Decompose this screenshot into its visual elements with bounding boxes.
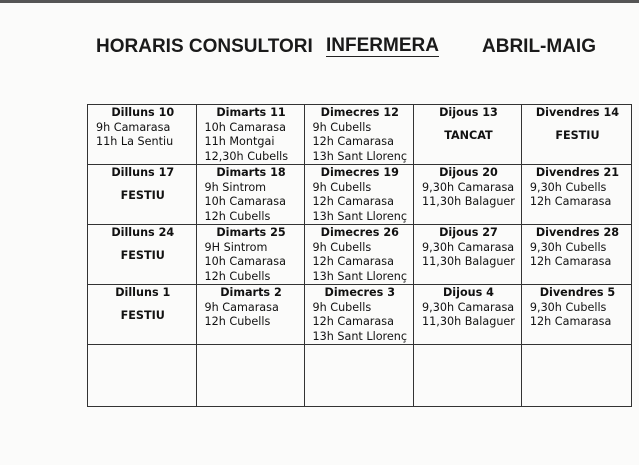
day-cell — [521, 225, 631, 285]
day-cell — [304, 105, 414, 165]
week-row — [88, 165, 632, 225]
day-status: FESTIU — [555, 128, 600, 142]
appointment-line: 12h Camarasa — [529, 255, 612, 268]
day-heading: Dimarts 2 — [220, 286, 282, 299]
day-status: TANCAT — [444, 128, 493, 142]
day-cell — [414, 225, 522, 285]
day-cell — [196, 105, 304, 165]
appointment-line: 13h Sant Llorenç — [312, 329, 408, 343]
day-status: FESTIU — [120, 188, 165, 202]
appointment-line: 10h Camarasa — [204, 120, 286, 134]
appointment-line: 12h Cubells — [204, 269, 271, 283]
appointment-line: 9h Camarasa — [96, 120, 171, 134]
day-cell — [521, 285, 631, 345]
day-cell — [304, 225, 414, 285]
day-heading: Dilluns 17 — [111, 166, 175, 179]
appointment-line: 9h Cubells — [312, 120, 372, 134]
appointment-line: 9,30h Camarasa — [422, 240, 515, 254]
appointment-line: 12,30h Cubells — [204, 149, 289, 163]
day-heading: Dimarts 18 — [216, 166, 286, 179]
appointment-line: 12h Cubells — [204, 315, 271, 328]
day-cell — [304, 165, 414, 225]
appointment-line: 9,30h Camarasa — [422, 180, 515, 194]
day-cell — [521, 165, 631, 225]
day-heading: Dimecres 26 — [320, 226, 399, 239]
appointment-line: 9h Cubells — [312, 240, 372, 254]
week-row — [88, 285, 632, 345]
appointment-line: 13h Sant Llorenç — [312, 269, 408, 283]
day-heading: Dijous 20 — [439, 166, 498, 179]
day-cell — [88, 345, 197, 407]
day-heading: Dilluns 10 — [111, 106, 175, 119]
appointment-line: 9H Sintrom — [204, 240, 268, 254]
day-heading: Divendres 28 — [535, 226, 620, 239]
day-cell — [414, 345, 522, 407]
appointment-line: 9h Cubells — [312, 180, 372, 194]
appointment-line: 13h Sant Llorenç — [312, 209, 408, 223]
appointment-line: 12h Cubells — [204, 209, 271, 223]
appointment-line: 12h Camarasa — [312, 195, 394, 208]
day-cell — [196, 345, 304, 407]
day-heading: Dijous 27 — [439, 226, 498, 239]
day-cell — [88, 225, 197, 285]
day-heading: Divendres 21 — [535, 166, 620, 179]
title-role: INFERMERA — [326, 35, 439, 56]
appointment-line: 9h Camarasa — [204, 300, 279, 314]
day-heading: Dimarts 11 — [216, 106, 286, 119]
schedule-table — [87, 104, 632, 407]
appointment-line: 11,30h Balaguer — [422, 255, 515, 268]
appointment-line: 12h Camarasa — [312, 255, 394, 268]
day-cell — [196, 225, 304, 285]
day-heading: Dimarts 25 — [216, 226, 286, 239]
day-heading: Dilluns 1 — [115, 286, 171, 299]
day-heading: Divendres 5 — [539, 286, 616, 299]
day-cell — [414, 285, 522, 345]
day-heading: Dimecres 3 — [324, 286, 395, 299]
appointment-line: 11h La Sentiu — [96, 135, 174, 148]
appointment-line: 10h Camarasa — [204, 195, 286, 208]
day-cell — [414, 105, 522, 165]
appointment-line: 9,30h Cubells — [529, 240, 607, 254]
appointment-line: 12h Camarasa — [312, 135, 394, 148]
day-heading: Dimecres 19 — [320, 166, 399, 179]
appointment-line: 12h Camarasa — [529, 195, 612, 208]
appointment-line: 12h Camarasa — [529, 315, 612, 328]
day-cell — [196, 285, 304, 345]
appointment-line: 12h Camarasa — [312, 315, 394, 328]
appointment-line: 9,30h Camarasa — [422, 300, 515, 314]
appointment-line: 9,30h Cubells — [529, 180, 607, 194]
scan-edge — [0, 0, 639, 3]
day-heading: Dilluns 24 — [111, 226, 175, 239]
day-heading: Dijous 13 — [439, 106, 498, 119]
title-period: ABRIL-MAIG — [482, 36, 596, 57]
appointment-line: 11,30h Balaguer — [422, 315, 515, 328]
appointment-line: 9,30h Cubells — [529, 300, 607, 314]
day-heading: Dimecres 12 — [320, 106, 399, 119]
week-row — [88, 105, 632, 165]
appointment-line: 9h Sintrom — [204, 180, 267, 194]
day-cell — [521, 345, 631, 407]
day-heading: Dijous 4 — [442, 286, 494, 299]
day-heading: Divendres 14 — [535, 106, 620, 119]
day-status: FESTIU — [120, 308, 165, 322]
day-cell — [196, 165, 304, 225]
day-cell — [521, 105, 631, 165]
day-cell — [304, 285, 414, 345]
day-cell — [88, 285, 197, 345]
appointment-line: 13h Sant Llorenç — [312, 149, 408, 163]
appointment-line: 10h Camarasa — [204, 255, 286, 268]
day-status: FESTIU — [120, 248, 165, 262]
day-cell — [88, 105, 197, 165]
appointment-line: 11h Montgai — [204, 135, 275, 148]
day-cell — [88, 165, 197, 225]
day-cell — [414, 165, 522, 225]
appointment-line: 11,30h Balaguer — [422, 195, 515, 208]
week-row — [88, 225, 632, 285]
appointment-line: 9h Cubells — [312, 300, 372, 314]
day-cell — [304, 345, 414, 407]
week-row — [88, 345, 632, 407]
title-schedule: HORARIS CONSULTORI — [96, 36, 313, 57]
